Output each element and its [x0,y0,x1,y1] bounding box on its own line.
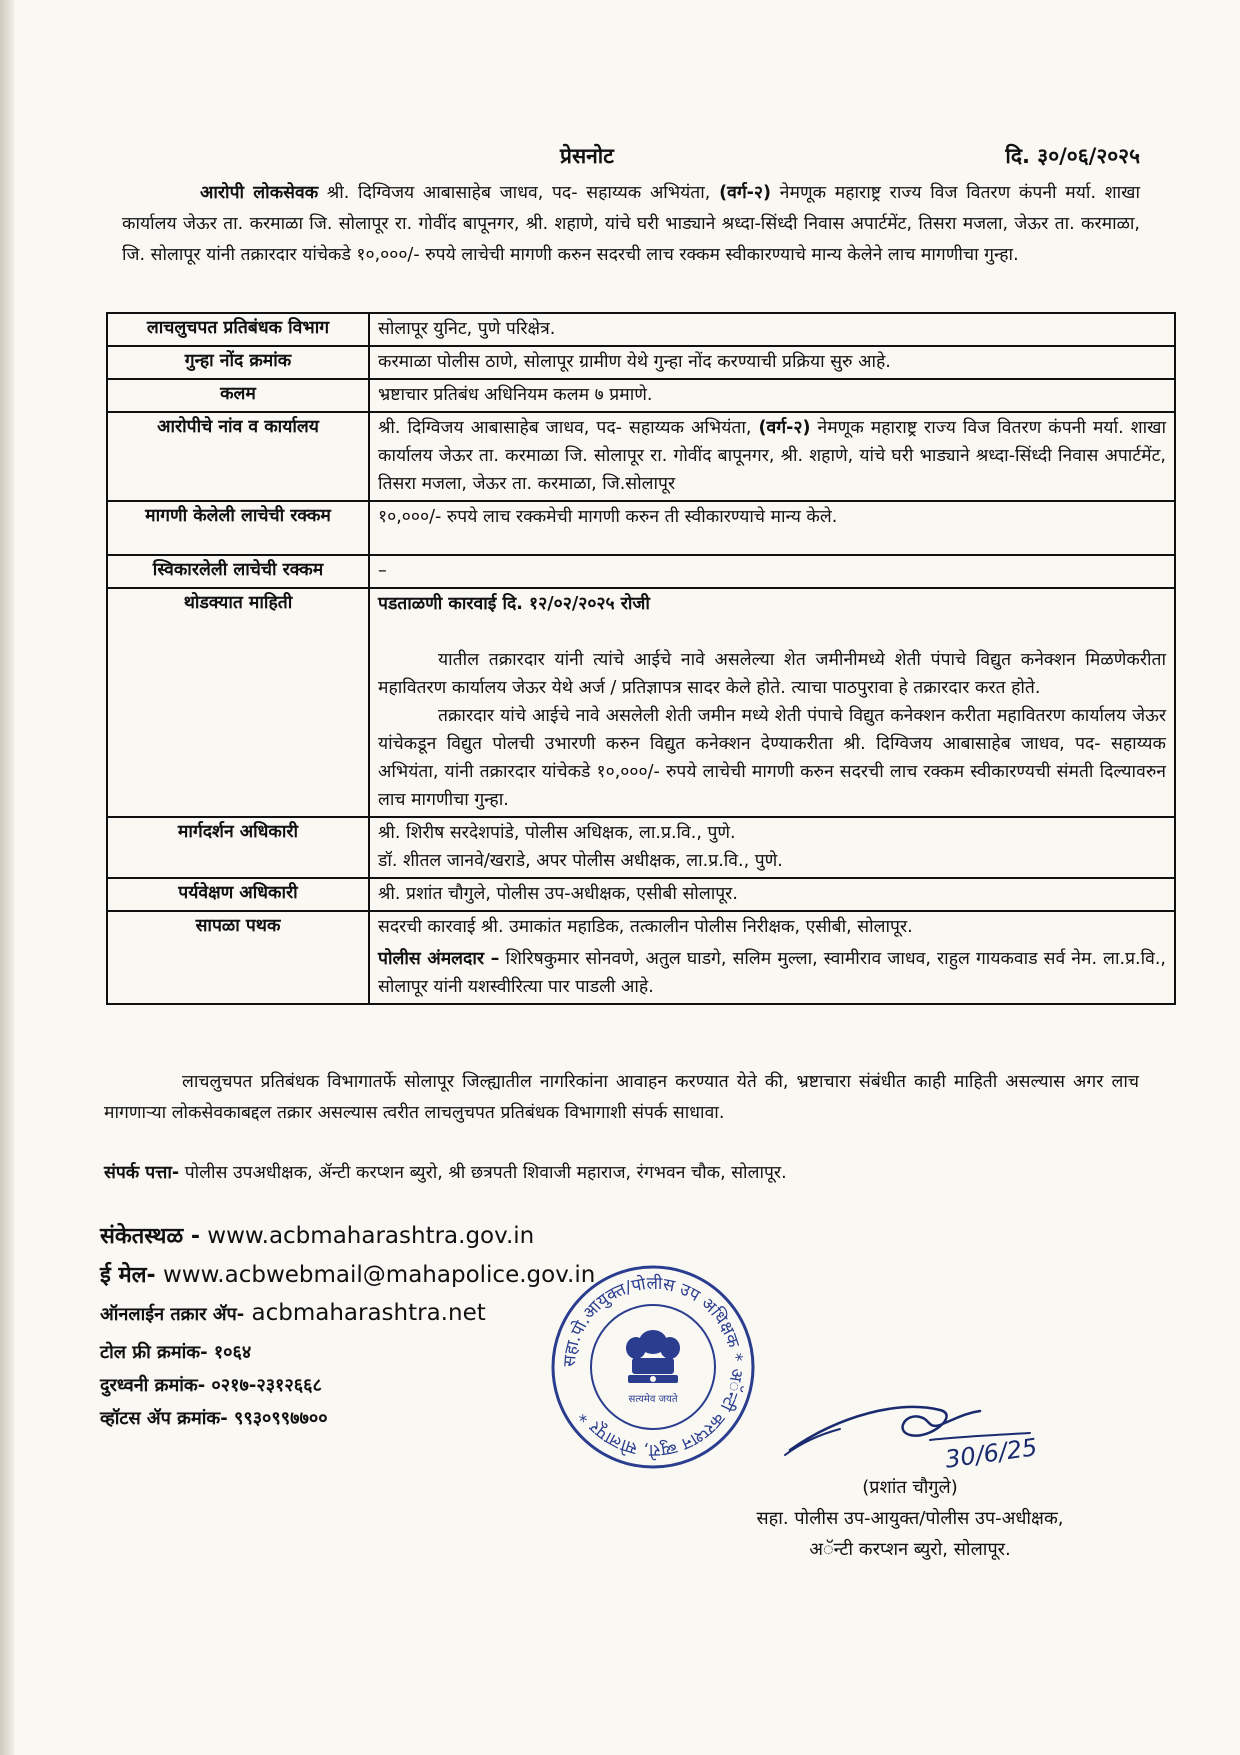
table-row [107,412,1175,501]
accused-class: (वर्ग-२) [758,418,811,438]
constables-names: शिरिषकुमार सोनवणे, अतुल घाडगे, सलिम मुल्ला, स्वामीराव जाधव, राहुल गायकवाड सर्व नेम. ला.प्र.वि., सोलापूर यांनी यशस्वीरित्या पार पाडली आहे. [378,949,1166,997]
row-value [369,817,1175,878]
table-row [107,313,1175,346]
row-label: पर्यवेक्षण अधिकारी [107,878,369,911]
case-details-table [106,312,1176,1005]
signatory-designation-line2: अॅन्टी करप्शन ब्युरो, सोलापूर. [809,1539,1011,1560]
row-label: सापळा पथक [107,911,369,1004]
email-label: ई मेल- [100,1263,156,1288]
row-label: मागणी केलेली लाचेची रक्कम [107,501,369,555]
signatory-name: (प्रशांत चौगुले) [862,1477,958,1498]
email-link[interactable]: www.acbwebmail@mahapolice.gov.in [155,1262,596,1288]
table-row [107,588,1175,817]
guidance-officer-2: डॉ. शीतल जानवे/खराडे, अपर पोलीस अधीक्षक, ला.प्र.वि., पुणे. [378,851,783,871]
row-value [369,911,1175,1004]
website-link[interactable]: www.acbmaharashtra.gov.in [200,1223,535,1249]
row-value [369,588,1175,817]
row-label: थोडक्यात माहिती [107,588,369,817]
table-row [107,346,1175,379]
signature-image [780,1395,1060,1485]
row-label: स्विकारलेली लाचेची रक्कम [107,555,369,588]
row-value: १०,०००/- रुपये लाच रक्कमेची मागणी करुन ती स्वीकारण्याचे मान्य केले. [369,501,1175,555]
signature-date: 30/6/25 [943,1433,1039,1474]
address-label: संपर्क पत्ता- [104,1163,180,1183]
website-label: संकेतस्थळ - [100,1224,200,1249]
row-value: भ्रष्टाचार प्रतिबंध अधिनियम कलम ७ प्रमाणे. [369,379,1175,412]
address-value: पोलीस उपअधीक्षक, ॲन्टी करप्शन ब्युरो, श्री छत्रपती शिवाजी महाराज, रंगभवन चौक, सोलापूर. [179,1163,787,1183]
emblem-icon [626,1330,680,1383]
table-row [107,878,1175,911]
constables-label: पोलीस अंमलदार – [378,949,500,969]
app-line [100,1298,486,1330]
row-label: मार्गदर्शन अधिकारी [107,817,369,878]
row-value: – [369,555,1175,588]
table-row [107,555,1175,588]
app-label: ऑनलाईन तक्रार ॲप- [100,1304,245,1325]
intro-rest: नेमणूक महाराष्ट्र राज्य विज वितरण कंपनी मर्या. शाखा कार्यालय जेऊर ता. करमाळा जि. सोलापूर रा. गोवींद बापूनगर, श्री. शहाणे, यांचे घरी भाड्याने श्रध्दा-सिंध्दी निवास अपार्टमेंट, तिसरा मजला, जेऊर ता. करमाळा, जि. सोलापूर यांनी तक्रारदार यांचेकडे १०,०००/- रुपये लाचेची मागणी करुन सदरची लाच रक्कम स्वीकारण्याचे मान्य केलेने लाच मागणीचा गुन्हा. [122,183,1141,265]
table-row [107,501,1175,555]
table-row [107,379,1175,412]
summary-paragraph-2: तक्रारदार यांचे आईचे नावे असलेली शेती जमीन मध्ये शेती पंपाचे विद्युत कनेक्शन करीता महावितरण कार्यालय जेऊर यांचेकडून विद्युत पोलची उभारणी करुन विद्युत कनेक्शन देण्याकरीता श्री. दिग्विजय आबासाहेब जाधव, पद- सहाय्यक अभियंता, यांनी तक्रारदार यांचेकडे १०,०००/- रुपये लाचेची मागणी करुन सदरची लाच रक्कम स्वीकारण्यची संमती दिल्यावरुन लाच मागणीचा गुन्हा. [378,706,1166,810]
seal-motto: सत्यमेव जयते [628,1394,678,1405]
row-label: कलम [107,379,369,412]
email-line [100,1260,595,1291]
row-label: लाचलुचपत प्रतिबंधक विभाग [107,313,369,346]
page-edge [0,0,14,1755]
accused-label: आरोपी लोकसेवक [200,183,319,203]
app-link[interactable]: acbmaharashtra.net [244,1300,486,1326]
page-title: प्रेसनोट [560,144,614,168]
table-row [107,911,1175,1004]
header-row [110,142,1140,172]
summary-heading: पडताळणी कारवाई दि. १२/०२/२०२५ रोजी [378,594,650,614]
trap-team-members [378,945,1166,1001]
seal-ring-text: सहा.पो.आयुक्त/पोलीस उप अधिक्षक * अॅन्टी करप्शन ब्युरो, सोलापूर * [559,1273,747,1461]
accused-office: नेमणूक महाराष्ट्र राज्य विज वितरण कंपनी मर्या. शाखा कार्यालय जेऊर ता. करमाळा जि. सोलापूर रा. गोवींद बापूनगर, श्री. शहाणे, यांचे घरी भाड्याने श्रध्दा-सिंध्दी निवास अपार्टमेंट, तिसरा मजला, जेऊर ता. करमाळा, जि.सोलापूर [378,418,1167,494]
row-label: आरोपीचे नांव व कार्यालय [107,412,369,501]
trap-team-lead: सदरची कारवाई श्री. उमाकांत महाडिक, तत्कालीन पोलीस निरीक्षक, एसीबी, सोलापूर. [378,917,913,937]
contact-address [104,1158,787,1189]
signatory-designation-line1: सहा. पोलीस उप-आयुक्त/पोलीस उप-अधीक्षक, [756,1508,1064,1529]
public-appeal: लाचलुचपत प्रतिबंधक विभागातर्फे सोलापूर जिल्ह्यातील नागरिकांना आवाहन करण्यात येते की, भ्रष्टाचारा संबंधीत काही माहिती असल्यास अगर लाच मागणाऱ्या लोकसेवकाबद्दल तक्रार असल्यास त्वरीत लाचलुचपत प्रतिबंधक विभागाशी संपर्क साधावा. [104,1072,1139,1123]
accused-name: श्री. दिग्विजय आबासाहेब जाधव, पद- सहाय्यक अभियंता, [378,418,759,438]
intro-name: श्री. दिग्विजय आबासाहेब जाधव, पद- सहाय्यक अभियंता, [318,183,720,203]
toll-free-number: टोल फ्री क्रमांक- १०६४ [100,1342,252,1363]
row-value: सोलापूर युनिट, पुणे परिक्षेत्र. [369,313,1175,346]
signatory-designation [660,1503,1160,1565]
phone-number: दुरध्वनी क्रमांक- ०२१७-२३१२६६८ [100,1375,322,1396]
whatsapp-number: व्हॉटस ॲप क्रमांक- ९९३०९९७७०० [100,1408,328,1429]
table-row [107,817,1175,878]
guidance-officer-1: श्री. शिरीष सरदेशपांडे, पोलीस अधिक्षक, ला.प्र.वि., पुणे. [378,823,736,843]
intro-class: (वर्ग-२) [719,183,772,203]
row-value [369,412,1175,501]
row-value: करमाळा पोलीस ठाणे, सोलापूर ग्रामीण येथे गुन्हा नोंद करण्याची प्रक्रिया सुरु आहे. [369,346,1175,379]
row-label: गुन्हा नोंद क्रमांक [107,346,369,379]
summary-paragraph-1: यातील तक्रारदार यांनी त्यांचे आईचे नावे असलेल्या शेत जमीनीमध्ये शेती पंपाचे विद्युत कनेक्शन मिळणेकरीता महावितरण कार्यालय जेऊर येथे अर्ज / प्रतिज्ञापत्र सादर केले होते. त्याचा पाठपुरावा हे तक्रारदार करत होते. [378,650,1166,698]
official-seal [548,1262,758,1472]
intro-paragraph [122,178,1140,271]
row-value: श्री. प्रशांत चौगुले, पोलीस उप-अधीक्षक, एसीबी सोलापूर. [369,878,1175,911]
press-note-date: दि. ३०/०६/२०२५ [1005,144,1140,168]
website-line [100,1221,534,1252]
